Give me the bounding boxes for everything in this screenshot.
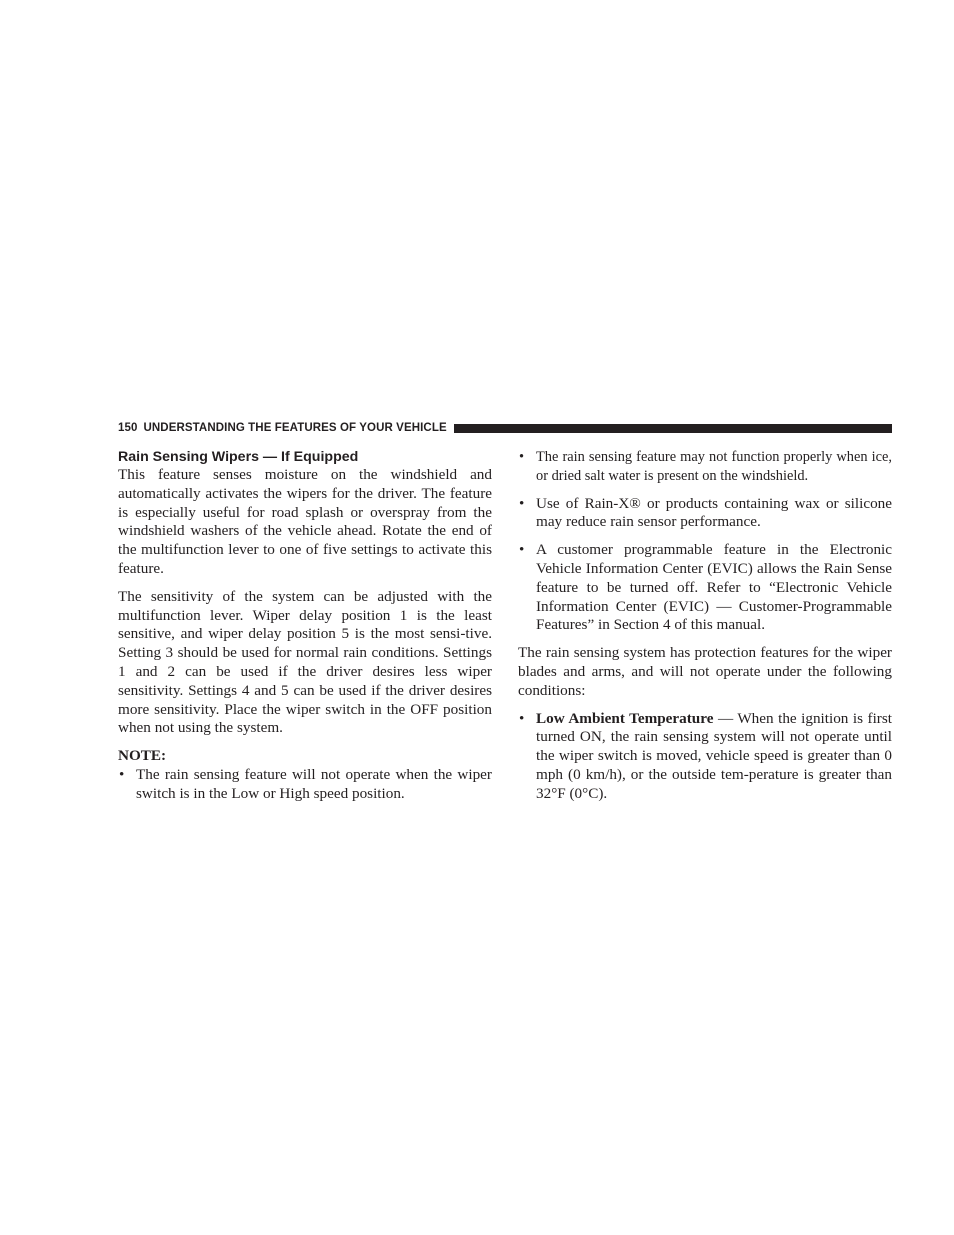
list-item [518, 541, 892, 635]
paragraph: The sensitivity of the system can be adjusted with the multifunction lever. Wiper delay position 1 is the least sensitive, and wiper delay position 5 is the most sensi-tive. Setting 3 should be used for normal rain conditions. Settings 1 and 2 can be used if the driver desires less wiper sensitivity. Settings 4 and 5 can be used if the driver desires more sensitivity. Place the wiper switch in the OFF position when not using the system. [118, 587, 492, 737]
list-item-text: The rain sensing feature will not operate when the wiper switch is in the Low or High speed position. [136, 765, 492, 802]
section-title: Rain Sensing Wipers — If Equipped [118, 449, 359, 465]
running-header [118, 420, 892, 436]
page-number: 150 [118, 422, 138, 434]
header-title: UNDERSTANDING THE FEATURES OF YOUR VEHICLE [143, 422, 447, 434]
bullet-icon: • [119, 765, 125, 783]
list-item [518, 448, 892, 486]
list-item-text: A customer programmable feature in the Electronic Vehicle Information Center (EVIC) allows the Rain Sense feature to be turned off. Refer to “Electronic Vehicle Information Center (EVIC) — Customer-Programmable Features” in Section 4 of this manual. [536, 541, 892, 634]
paragraph: This feature senses moisture on the windshield and automatically activates the wipers for the driver. The feature is especially useful for road splash or overspray from the windshield washers of the vehicle ahead. Rotate the end of the multifunction lever to one of five settings to activate this feature. [118, 466, 492, 577]
list-item [118, 766, 492, 804]
paragraph: The rain sensing system has protection features for the wiper blades and arms, and will not operate under the following conditions: [518, 644, 892, 699]
bullet-icon: • [519, 541, 525, 559]
list-item [518, 710, 892, 804]
list-item-text: The rain sensing feature may not function properly when ice, or dried salt water is present on the windshield. [536, 449, 892, 484]
left-column [118, 448, 492, 813]
list-item [518, 495, 892, 533]
condition-lead: Low Ambient Temperature [536, 709, 714, 727]
note-label: NOTE: [118, 747, 167, 765]
note-list [118, 766, 492, 804]
bullet-icon: • [519, 709, 525, 727]
conditions-list [518, 710, 892, 804]
note-list-continued [518, 448, 892, 635]
header-rule [454, 424, 892, 433]
bullet-icon: • [519, 494, 525, 512]
header-text [118, 422, 447, 434]
list-item-text: Use of Rain-X® or products containing wax or silicone may reduce rain sensor performance. [536, 494, 892, 531]
condition-text: — When the ignition is first turned ON, the rain sensing system will not operate until the wiper switch is moved, vehicle speed is greater than 0 mph (0 km/h), or the outside tem-perature is greater than 32°F (0°C). [536, 709, 892, 802]
right-column [518, 448, 892, 813]
bullet-icon: • [519, 449, 525, 465]
